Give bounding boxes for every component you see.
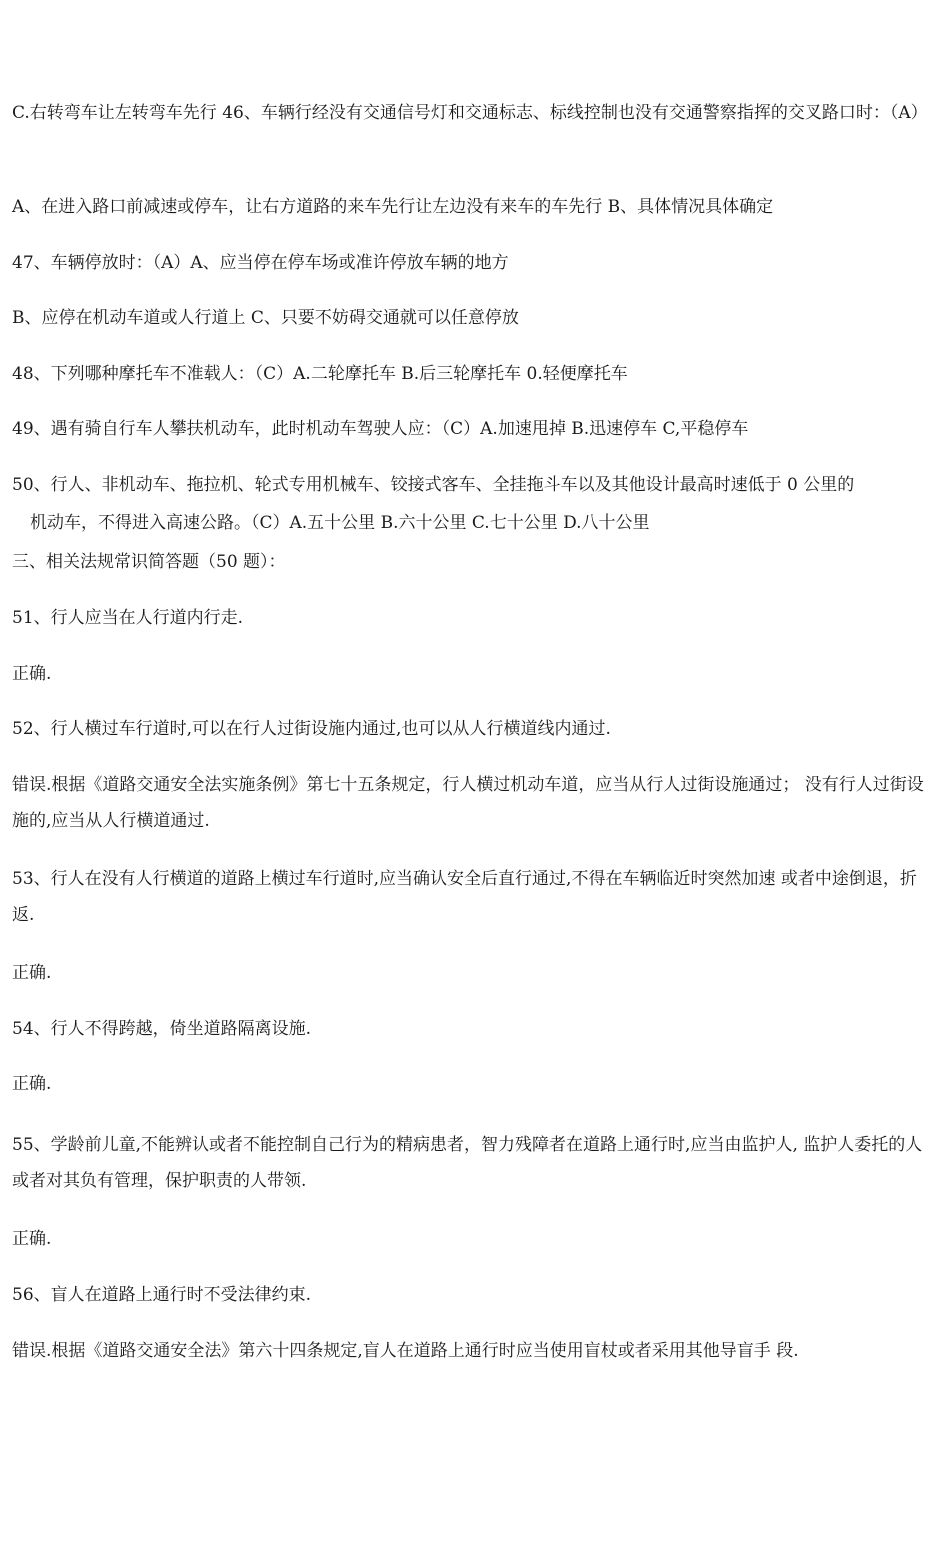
paragraph-55-answer: 正确. bbox=[12, 1229, 52, 1249]
paragraph-53-answer: 正确. bbox=[12, 963, 52, 983]
paragraph-52-answer: 错误.根据《道路交通安全法实施条例》第七十五条规定，行人横过机动车道，应当从行人过街设施通过； 没有行人过街设施的,应当从人行横道通过. bbox=[12, 775, 924, 831]
paragraph-51-answer: 正确. bbox=[12, 664, 52, 684]
paragraph-49: 49、遇有骑自行车人攀扶机动车，此时机动车驾驶人应：（C）A.加速甩掉 B.迅速停车 C,平稳停车 bbox=[12, 419, 749, 439]
paragraph-50-line1: 50、行人、非机动车、拖拉机、轮式专用机械车、铰接式客车、全挂拖斗车以及其他设计最高时速低于 0 公里的 bbox=[12, 475, 855, 495]
paragraph-52-question: 52、行人横过车行道时,可以在行人过街设施内通过,也可以从人行横道线内通过. bbox=[12, 719, 611, 739]
paragraph-54-question: 54、行人不得跨越，倚坐道路隔离设施. bbox=[12, 1019, 312, 1039]
paragraph-50-line2: 机动车，不得进入高速公路。（C）A.五十公里 B.六十公里 C.七十公里 D.八十公里 bbox=[30, 513, 650, 533]
section-heading: 三、相关法规常识简答题（50 题）： bbox=[12, 552, 286, 572]
paragraph-56-question: 56、盲人在道路上通行时不受法律约束. bbox=[12, 1285, 312, 1305]
paragraph-51-question: 51、行人应当在人行道内行走. bbox=[12, 608, 244, 628]
paragraph-53-question: 53、行人在没有人行横道的道路上横过车行道时,应当确认安全后直行通过,不得在车辆临近时突然加速 或者中途倒退，折返. bbox=[12, 869, 917, 925]
paragraph-54-answer: 正确. bbox=[12, 1074, 52, 1094]
paragraph-47-options: B、应停在机动车道或人行道上 C、只要不妨碍交通就可以任意停放 bbox=[12, 308, 519, 328]
paragraph-48: 48、下列哪种摩托车不准载人：（C）A.二轮摩托车 B.后三轮摩托车 0.轻便摩托车 bbox=[12, 364, 628, 384]
paragraph-55-question: 55、学龄前儿童,不能辨认或者不能控制自己行为的精病患者，智力残障者在道路上通行时,应当由监护人, 监护人委托的人或者对其负有管理，保护职责的人带领. bbox=[12, 1135, 923, 1191]
paragraph-56-answer: 错误.根据《道路交通安全法》第六十四条规定,盲人在道路上通行时应当使用盲杖或者采用其他导盲手 段. bbox=[12, 1341, 799, 1361]
paragraph-46-question: C.右转弯车让左转弯车先行 46、车辆行经没有交通信号灯和交通标志、标线控制也没有交通警察指挥的交叉路口时：（A） bbox=[12, 103, 928, 123]
paragraph-47-question: 47、车辆停放时：（A）A、应当停在停车场或准许停放车辆的地方 bbox=[12, 253, 509, 273]
paragraph-46-options: A、在进入路口前减速或停车，让右方道路的来车先行让左边没有来车的车先行 B、具体情况具体确定 bbox=[12, 197, 774, 217]
